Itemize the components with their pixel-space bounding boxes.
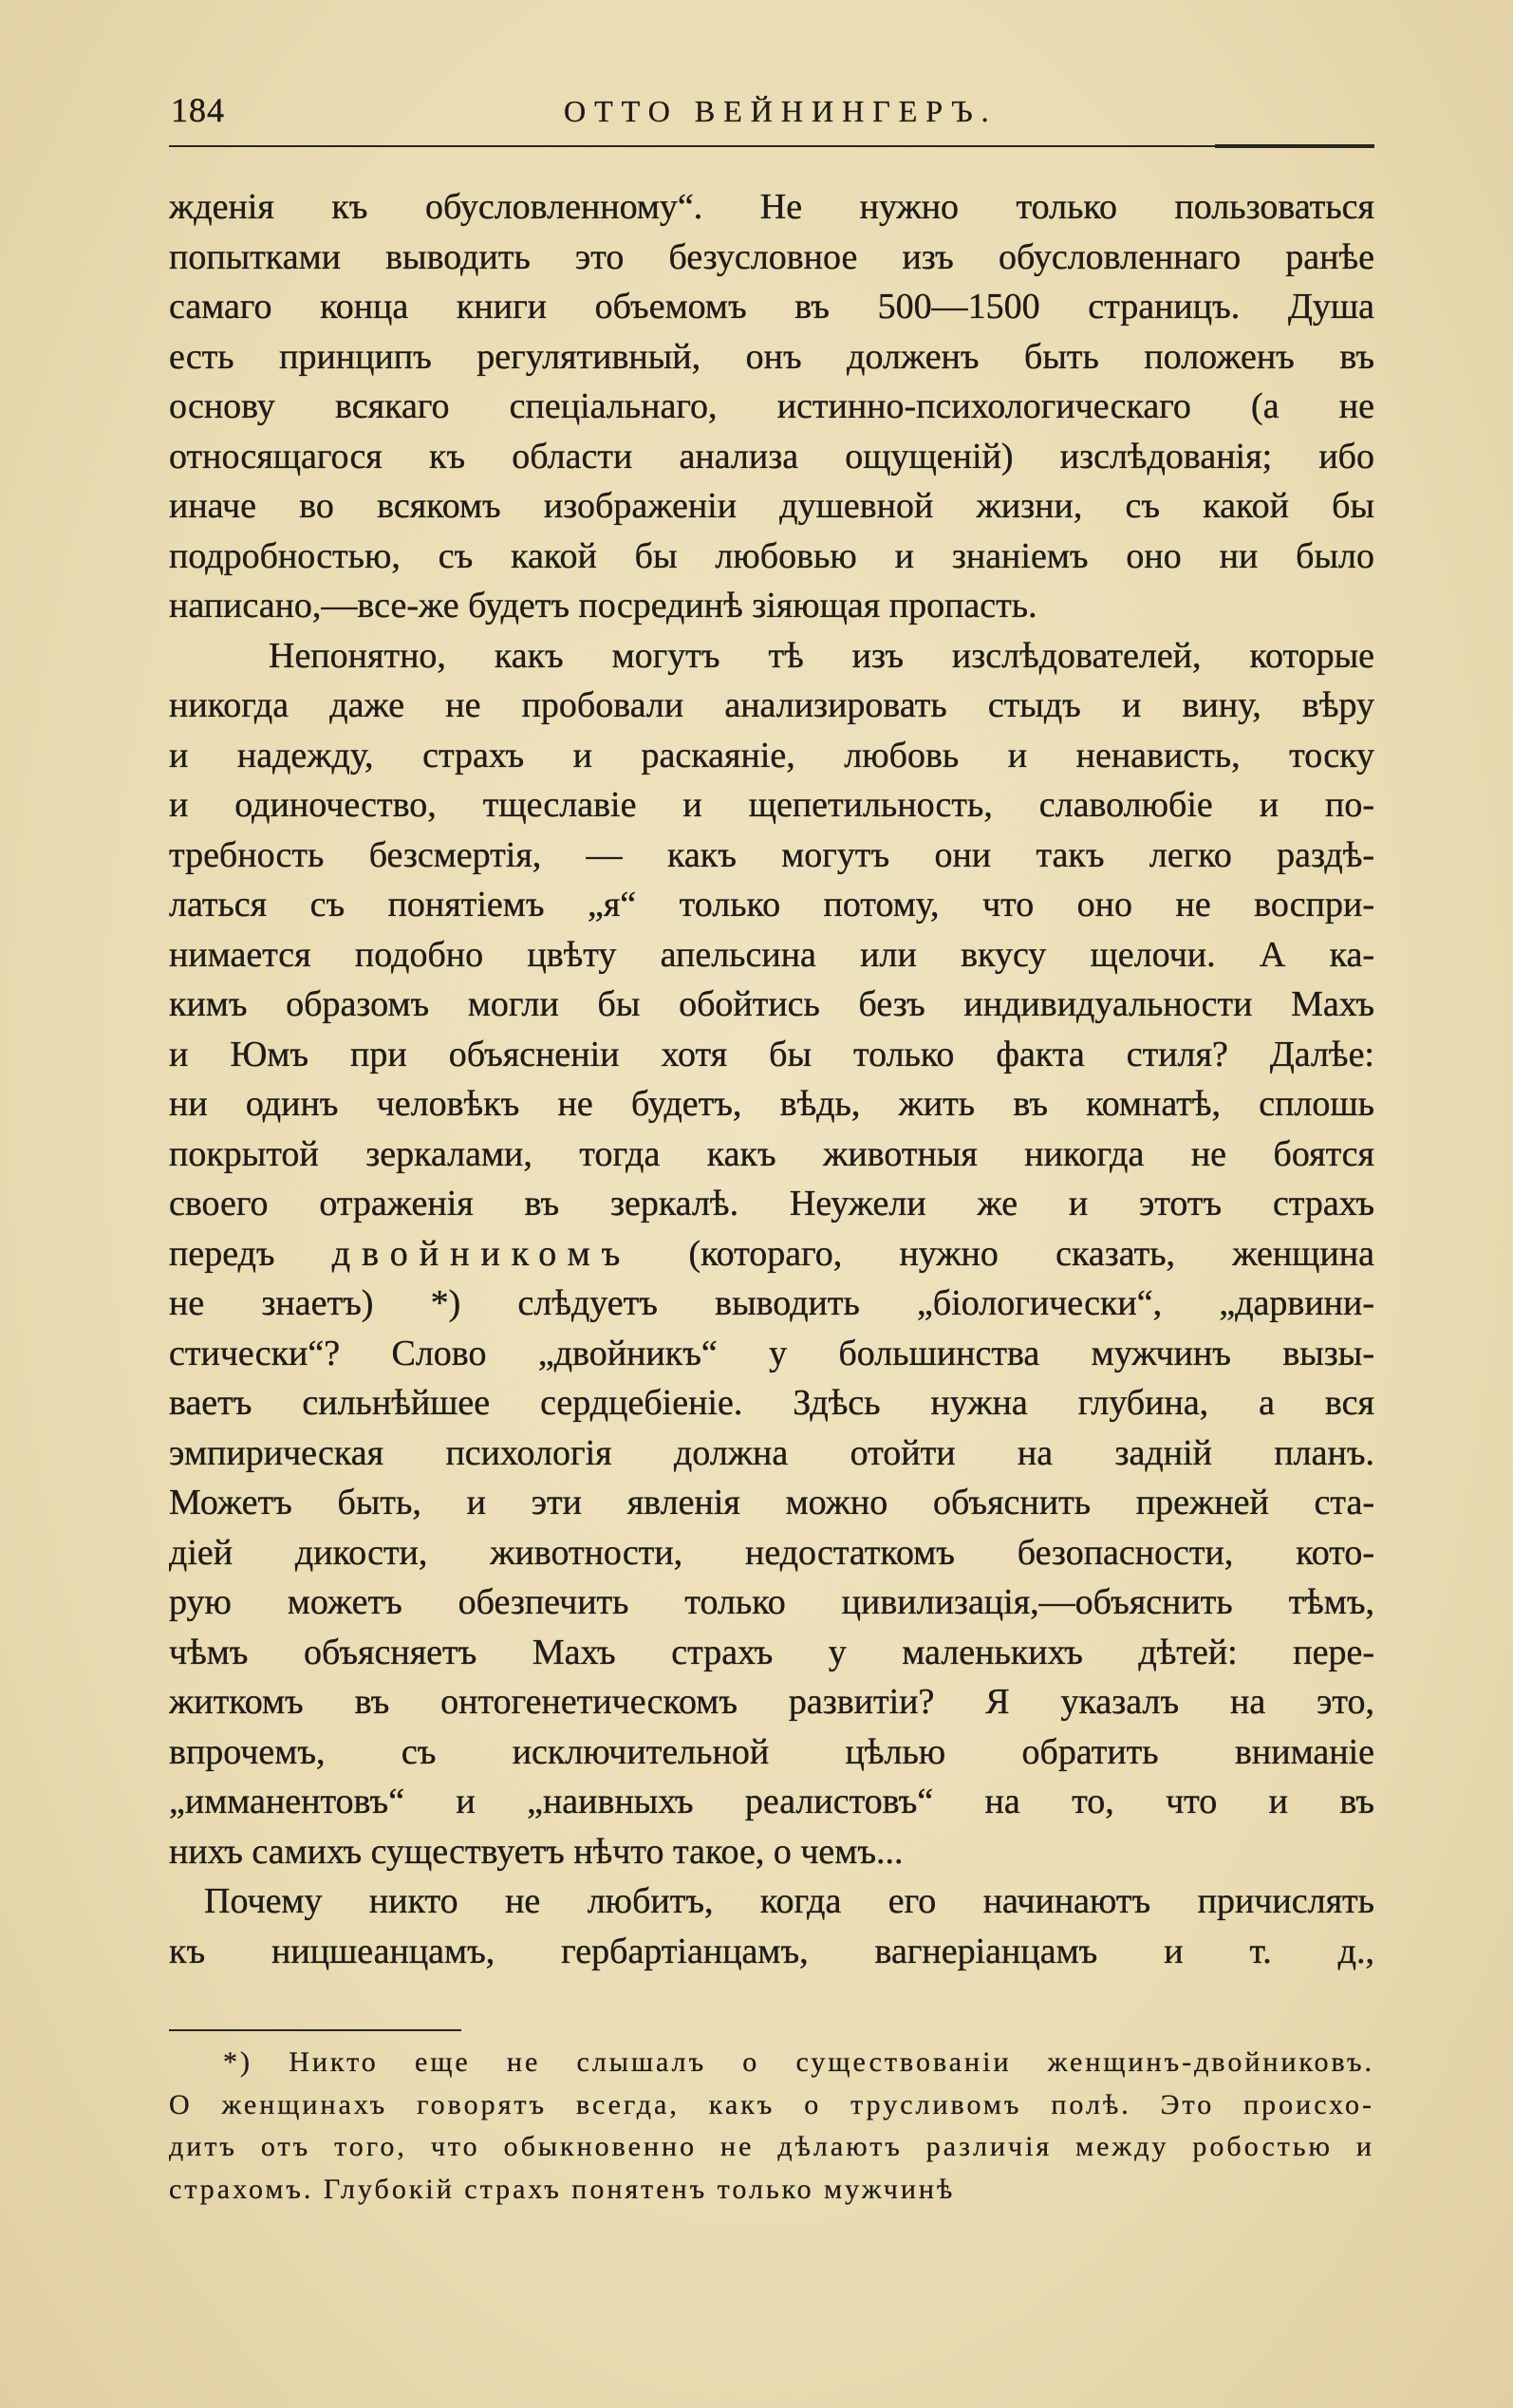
paragraph — [169, 1876, 1374, 1976]
body-line: эмпирическая психологія должна отойти на задній планъ. — [169, 1432, 1374, 1473]
footnote-line: дитъ отъ того, что обыкновенно не дѣлаютъ различія между робостью и — [169, 2131, 1374, 2163]
body-line — [169, 1229, 1374, 1279]
running-title: ОТТО ВЕЙНИНГЕРЪ. — [564, 94, 998, 128]
body-line: латься съ понятіемъ „я“ только потому, что оно не воспри- — [169, 885, 1374, 924]
footnote-line: О женщинахъ говорятъ всегда, какъ о трусливомъ полѣ. Это происхо- — [169, 2088, 1374, 2120]
body-line: и одиночество, тщеславіе и щепетильность, славолюбіе и по- — [169, 785, 1374, 825]
footnote-rule — [169, 2029, 461, 2031]
paragraph — [169, 631, 1374, 1877]
body-line: стически“? Слово „двойникъ“ у большинства мужчинъ вызы- — [169, 1333, 1374, 1373]
body-line: относящагося къ области анализа ощущеній) изслѣдованія; ибо — [169, 436, 1374, 476]
body-line: рую можетъ обезпечить только цивилизація,—объяснить тѣмъ, — [169, 1582, 1374, 1622]
body-line: впрочемъ, съ исключительной цѣлью обратить вниманіе — [169, 1731, 1374, 1772]
body-line: не знаетъ) *) слѣдуетъ выводить „біологически“, „дарвини- — [169, 1283, 1374, 1323]
body-line: основу всякаго спеціальнаго, истинно-психологическаго (а не — [169, 386, 1374, 426]
body-line-text: (котораго, нужно сказать, женщина — [631, 1233, 1374, 1274]
body-line: никогда даже не пробовали анализировать стыдъ и вину, вѣру — [169, 685, 1374, 725]
body-line: подробностью, съ какой бы любовью и знаніемъ оно ни было — [169, 535, 1374, 576]
body-line-text: передъ — [169, 1233, 332, 1274]
body-line: жденія къ обусловленному“. Не нужно только пользоваться — [169, 187, 1374, 227]
body-line: Непонятно, какъ могутъ тѣ изъ изслѣдователей, которые — [269, 635, 1374, 676]
emphasized-word: двойникомъ — [331, 1233, 632, 1274]
body-line: нихъ самихъ существуетъ нѣчто такое, о чемъ... — [169, 1831, 904, 1872]
page-number: 184 — [171, 91, 225, 129]
body-text — [169, 182, 1374, 1976]
body-line: Почему никто не любитъ, когда его начинаютъ причислять — [204, 1881, 1374, 1921]
body-line: иначе во всякомъ изображеніи душевной жизни, съ какой бы — [169, 486, 1374, 526]
body-line: „имманентовъ“ и „наивныхъ реалистовъ“ на то, что и въ — [169, 1782, 1374, 1821]
body-line: требность безсмертія, — какъ могутъ они такъ легко раздѣ- — [169, 834, 1374, 875]
paragraph — [169, 182, 1374, 631]
header-rule-accent — [1215, 144, 1374, 148]
body-line: чѣмъ объясняетъ Махъ страхъ у маленькихъ дѣтей: пере- — [169, 1632, 1374, 1672]
body-line: житкомъ въ онтогенетическомъ развитіи? Я указалъ на это, — [169, 1682, 1374, 1722]
footnote — [169, 2042, 1374, 2212]
footnote-line: *) Никто еще не слышалъ о существованіи женщинъ-двойниковъ. — [223, 2046, 1374, 2078]
body-line: самаго конца книги объемомъ въ 500—1500 страницъ. Душа — [169, 287, 1374, 327]
body-line: написано,—все-же будетъ посрединѣ зіяющая пропасть. — [169, 586, 1037, 625]
body-line: есть принципъ регулятивный, онъ долженъ быть положенъ въ — [169, 336, 1374, 377]
body-line: кимъ образомъ могли бы обойтись безъ индивидуальности Махъ — [169, 984, 1374, 1024]
body-line: Можетъ быть, и эти явленія можно объяснить прежней ста- — [169, 1483, 1374, 1522]
footnote-line: страхомъ. Глубокій страхъ понятенъ только мужчинѣ — [169, 2174, 956, 2206]
body-line: и надежду, страхъ и раскаяніе, любовь и ненависть, тоску — [169, 735, 1374, 775]
header-rule — [169, 145, 1374, 147]
body-line: къ ницшеанцамъ, гербартіанцамъ, вагнеріанцамъ и т. д., — [169, 1931, 1374, 1971]
body-line: діей дикости, животности, недостаткомъ безопасности, кото- — [169, 1532, 1374, 1573]
body-line: попытками выводить это безусловное изъ обусловленнаго ранѣе — [169, 236, 1374, 277]
body-line: покрытой зеркалами, тогда какъ животныя никогда не боятся — [169, 1133, 1374, 1174]
body-line: ваетъ сильнѣйшее сердцебіеніе. Здѣсь нужна глубина, а вся — [169, 1383, 1374, 1423]
body-line: нимается подобно цвѣту апельсина или вкусу щелочи. А ка- — [169, 934, 1374, 975]
body-line: и Юмъ при объясненіи хотя бы только факта стиля? Далѣе: — [169, 1034, 1374, 1074]
body-line: своего отраженія въ зеркалѣ. Неужели же и этотъ страхъ — [169, 1184, 1374, 1223]
body-line: ни одинъ человѣкъ не будетъ, вѣдь, жить въ комнатѣ, сплошь — [169, 1084, 1374, 1124]
